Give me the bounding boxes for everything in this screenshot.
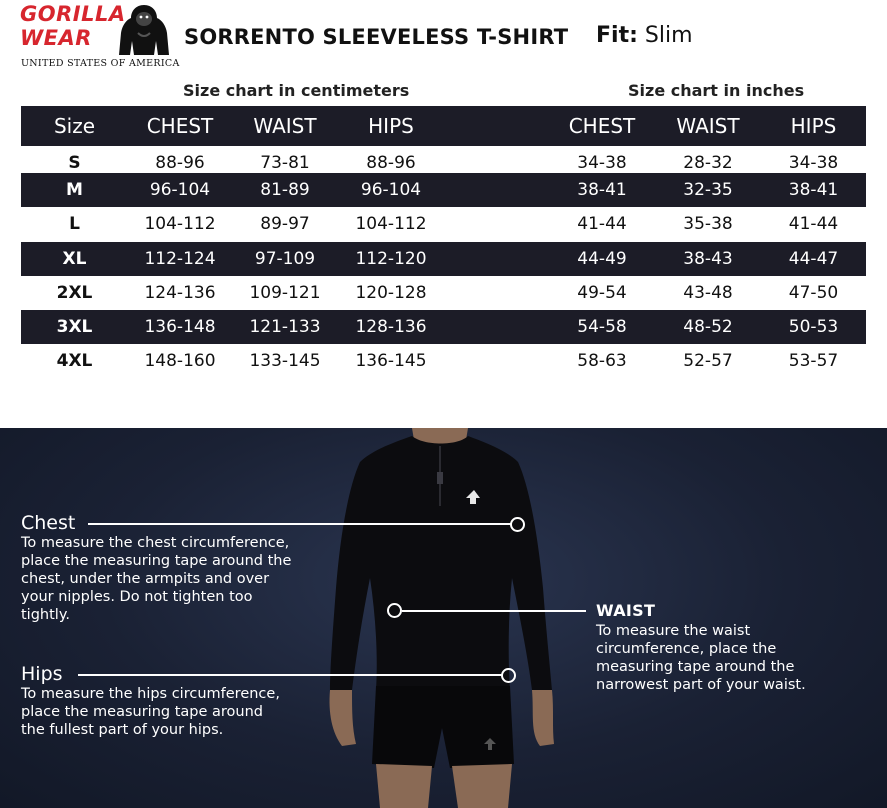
- waist-cm-cell: 121-133: [249, 317, 321, 337]
- size-cell: 3XL: [56, 317, 93, 337]
- waist-in-cell: 43-48: [683, 283, 733, 303]
- chest-cm-cell: 104-112: [144, 214, 216, 234]
- chest-in-cell: 38-41: [577, 180, 627, 200]
- header-chest-cm: CHEST: [146, 114, 214, 138]
- chest-leader-line: [88, 523, 511, 525]
- header-hips-cm: HIPS: [368, 114, 414, 138]
- product-title: SORRENTO SLEEVELESS T-SHIRT: [184, 25, 569, 49]
- size-cell: XL: [62, 249, 87, 269]
- chest-marker-dot: [510, 517, 525, 532]
- hips-cm-cell: 88-96: [366, 153, 416, 173]
- chest-cm-cell: 148-160: [144, 351, 216, 371]
- fit-value: Slim: [644, 23, 693, 48]
- hips-in-cell: 53-57: [788, 351, 839, 371]
- fit-label: Fit:: [596, 23, 638, 48]
- chest-in-cell: 58-63: [577, 351, 627, 371]
- hips-description: To measure the hips circumference, place the measuring tape around the fullest part of your hips.: [21, 686, 280, 738]
- fit-info: [596, 23, 693, 48]
- table-header-row: [21, 106, 866, 146]
- waist-cm-cell: 109-121: [249, 283, 321, 303]
- hips-cm-cell: 104-112: [355, 214, 427, 234]
- header-chest-in: CHEST: [568, 114, 636, 138]
- waist-in-cell: 38-43: [683, 249, 733, 269]
- chest-in-cell: 41-44: [577, 214, 627, 234]
- header-hips-in: HIPS: [790, 114, 837, 138]
- chest-description: To measure the chest circumference, place the measuring tape around the chest, under the armpits and over your nipples. Do not tighten too tightly.: [21, 535, 292, 623]
- caption-centimeters: Size chart in centimeters: [183, 81, 410, 100]
- waist-cm-cell: 89-97: [260, 214, 310, 234]
- hips-cm-cell: 128-136: [355, 317, 427, 337]
- waist-marker-dot: [387, 603, 402, 618]
- header-size: Size: [53, 114, 96, 138]
- chest-in-cell: 49-54: [577, 283, 627, 303]
- waist-cm-cell: 73-81: [260, 153, 310, 173]
- brand-name-line1: GORILLA: [20, 2, 126, 26]
- table-row: [21, 207, 866, 241]
- chest-cm-cell: 124-136: [144, 283, 216, 303]
- table-row: [21, 242, 866, 276]
- hips-cm-cell: 112-120: [355, 249, 427, 269]
- hips-cm-cell: 136-145: [355, 351, 427, 371]
- hips-in-cell: 41-44: [788, 214, 839, 234]
- chest-cm-cell: 112-124: [144, 249, 216, 269]
- waist-in-cell: 48-52: [683, 317, 733, 337]
- header-waist-cm: WAIST: [253, 114, 317, 138]
- gorilla-icon: [116, 3, 172, 57]
- chest-cm-cell: 136-148: [144, 317, 216, 337]
- brand-logo: [20, 2, 180, 69]
- header-waist-in: WAIST: [676, 114, 740, 138]
- chest-in-cell: 44-49: [577, 249, 627, 269]
- chest-cm-cell: 96-104: [149, 180, 211, 200]
- brand-name-line2: WEAR: [20, 26, 92, 50]
- waist-in-cell: 52-57: [683, 351, 733, 371]
- chest-in-cell: 34-38: [577, 153, 627, 173]
- table-row: [21, 276, 866, 310]
- waist-description: To measure the waist circumference, place the measuring tape around the narrowest part of your waist.: [596, 623, 806, 693]
- caption-inches: Size chart in inches: [628, 81, 805, 100]
- size-cell: 4XL: [56, 351, 93, 371]
- hips-in-cell: 47-50: [788, 283, 839, 303]
- table-row: [21, 344, 866, 378]
- table-row: [21, 173, 866, 207]
- waist-in-cell: 32-35: [683, 180, 733, 200]
- brand-country: UNITED STATES OF AMERICA: [21, 58, 180, 69]
- size-cell: L: [69, 214, 80, 234]
- measurement-guide: [0, 428, 887, 808]
- waist-cm-cell: 81-89: [260, 180, 310, 200]
- hips-in-cell: 38-41: [788, 180, 839, 200]
- hips-title: Hips: [21, 663, 63, 685]
- waist-in-cell: 35-38: [683, 214, 733, 234]
- hips-in-cell: 50-53: [788, 317, 839, 337]
- hips-marker-dot: [501, 668, 516, 683]
- hips-cm-cell: 96-104: [360, 180, 422, 200]
- waist-title: WAIST: [596, 601, 656, 620]
- hips-leader-line: [78, 674, 502, 676]
- waist-cm-cell: 133-145: [249, 351, 321, 371]
- size-cell: 2XL: [56, 283, 93, 303]
- hips-in-cell: 34-38: [788, 153, 839, 173]
- chest-in-cell: 54-58: [577, 317, 627, 337]
- table-row: [21, 310, 866, 344]
- chest-title: Chest: [21, 512, 76, 534]
- chest-cm-cell: 88-96: [155, 153, 205, 173]
- waist-in-cell: 28-32: [683, 153, 733, 173]
- hips-cm-cell: 120-128: [355, 283, 427, 303]
- waist-leader-line: [402, 610, 586, 612]
- waist-cm-cell: 97-109: [254, 249, 316, 269]
- size-cell: S: [68, 153, 81, 173]
- size-cell: M: [66, 180, 83, 200]
- hips-in-cell: 44-47: [788, 249, 839, 269]
